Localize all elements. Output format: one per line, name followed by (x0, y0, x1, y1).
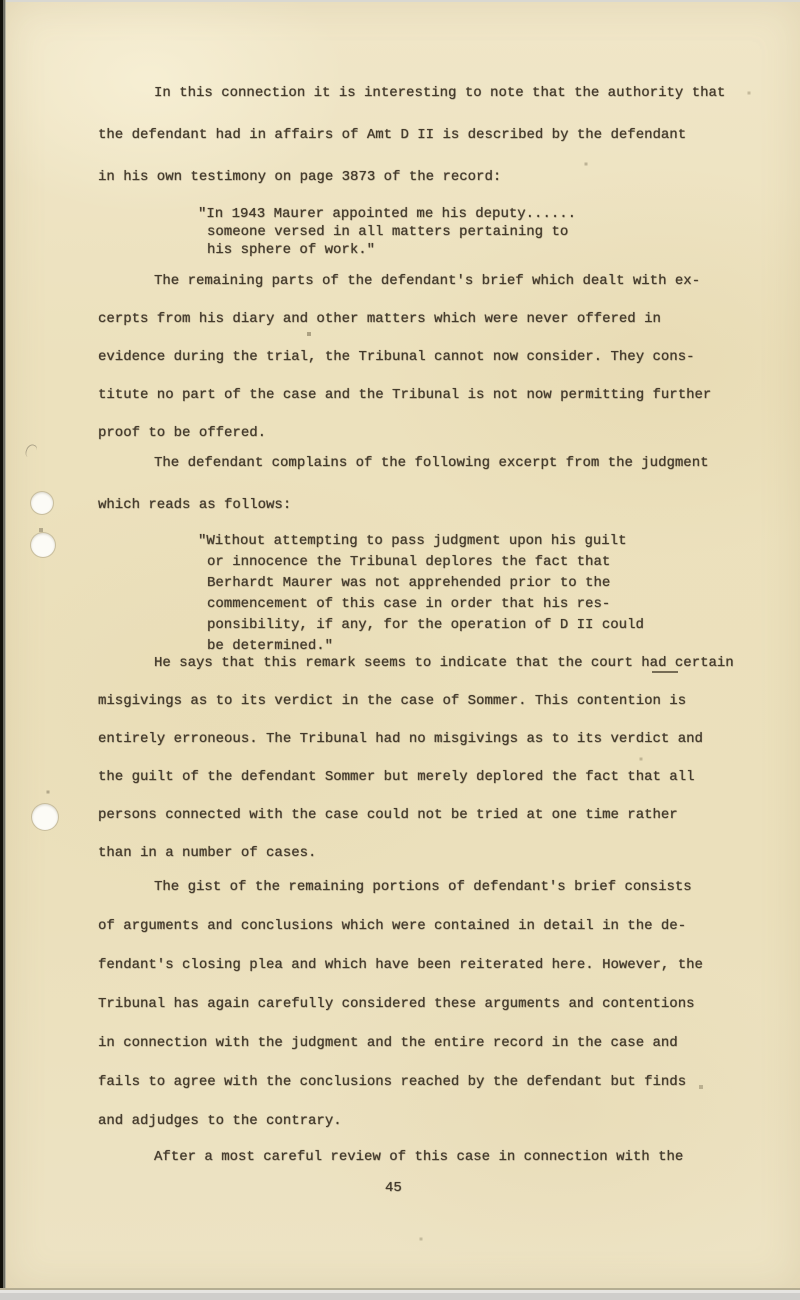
text-line: The defendant complains of the following excerpt from the judgment (154, 455, 709, 471)
text-line: The remaining parts of the defendant's brief which dealt with ex- (154, 273, 701, 289)
text-line: misgivings as to its verdict in the case of Sommer. This contention is (98, 693, 687, 709)
text-line: of arguments and conclusions which were contained in detail in the de- (98, 918, 687, 934)
text-line: Tribunal has again carefully considered these arguments and contentions (98, 996, 695, 1012)
text-line: titute no part of the case and the Tribunal is not now permitting further (98, 387, 712, 403)
text-line: be determined." (207, 638, 334, 654)
text-line: fails to agree with the conclusions reached by the defendant but finds (98, 1074, 687, 1090)
typed-underline-mark (652, 671, 678, 673)
blockquote-1 (198, 207, 576, 257)
text-line: "In 1943 Maurer appointed me his deputy...... (198, 206, 577, 222)
text-line: than in a number of cases. (98, 845, 317, 861)
text-line: and adjudges to the contrary. (98, 1113, 342, 1129)
paragraph-5 (98, 880, 703, 1128)
page-number: 45 (385, 1180, 402, 1196)
text-line: "Without attempting to pass judgment upon his guilt (198, 533, 627, 549)
text-line: the guilt of the defendant Sommer but merely deplored the fact that all (98, 769, 695, 785)
text-line: someone versed in all matters pertaining to (207, 224, 569, 240)
blockquote-2 (198, 534, 644, 653)
paragraph-4 (98, 656, 734, 860)
text-line: proof to be offered. (98, 425, 267, 441)
text-line: fendant's closing plea and which have been reiterated here. However, the (98, 957, 703, 973)
text-line: ponsibility, if any, for the operation of D II could (207, 617, 644, 633)
text-line: persons connected with the case could not be tried at one time rather (98, 807, 678, 823)
paragraph-2 (98, 274, 711, 440)
paragraph-1 (98, 86, 725, 184)
text-line: or innocence the Tribunal deplores the fact that (207, 554, 611, 570)
text-line: evidence during the trial, the Tribunal cannot now consider. They cons- (98, 349, 695, 365)
text-line: entirely erroneous. The Tribunal had no misgivings as to its verdict and (98, 731, 703, 747)
text-line: He says that this remark seems to indicate that the court had certain (154, 655, 734, 671)
text-line: The gist of the remaining portions of defendant's brief consists (154, 879, 692, 895)
text-line: in his own testimony on page 3873 of the record: (98, 169, 502, 185)
text-line: Berhardt Maurer was not apprehended prior to the (207, 575, 611, 591)
text-line: in connection with the judgment and the entire record in the case and (98, 1035, 678, 1051)
paragraph-6 (98, 1150, 683, 1164)
paragraph-3 (98, 456, 709, 512)
text-line: In this connection it is interesting to note that the authority that (154, 85, 726, 101)
text-line: After a most careful review of this case in connection with the (154, 1149, 684, 1165)
text-line: the defendant had in affairs of Amt D II is described by the defendant (98, 127, 687, 143)
text-line: his sphere of work." (207, 242, 376, 258)
text-line: which reads as follows: (98, 497, 292, 513)
text-line: cerpts from his diary and other matters which were never offered in (98, 311, 661, 327)
text-line: commencement of this case in order that his res- (207, 596, 611, 612)
